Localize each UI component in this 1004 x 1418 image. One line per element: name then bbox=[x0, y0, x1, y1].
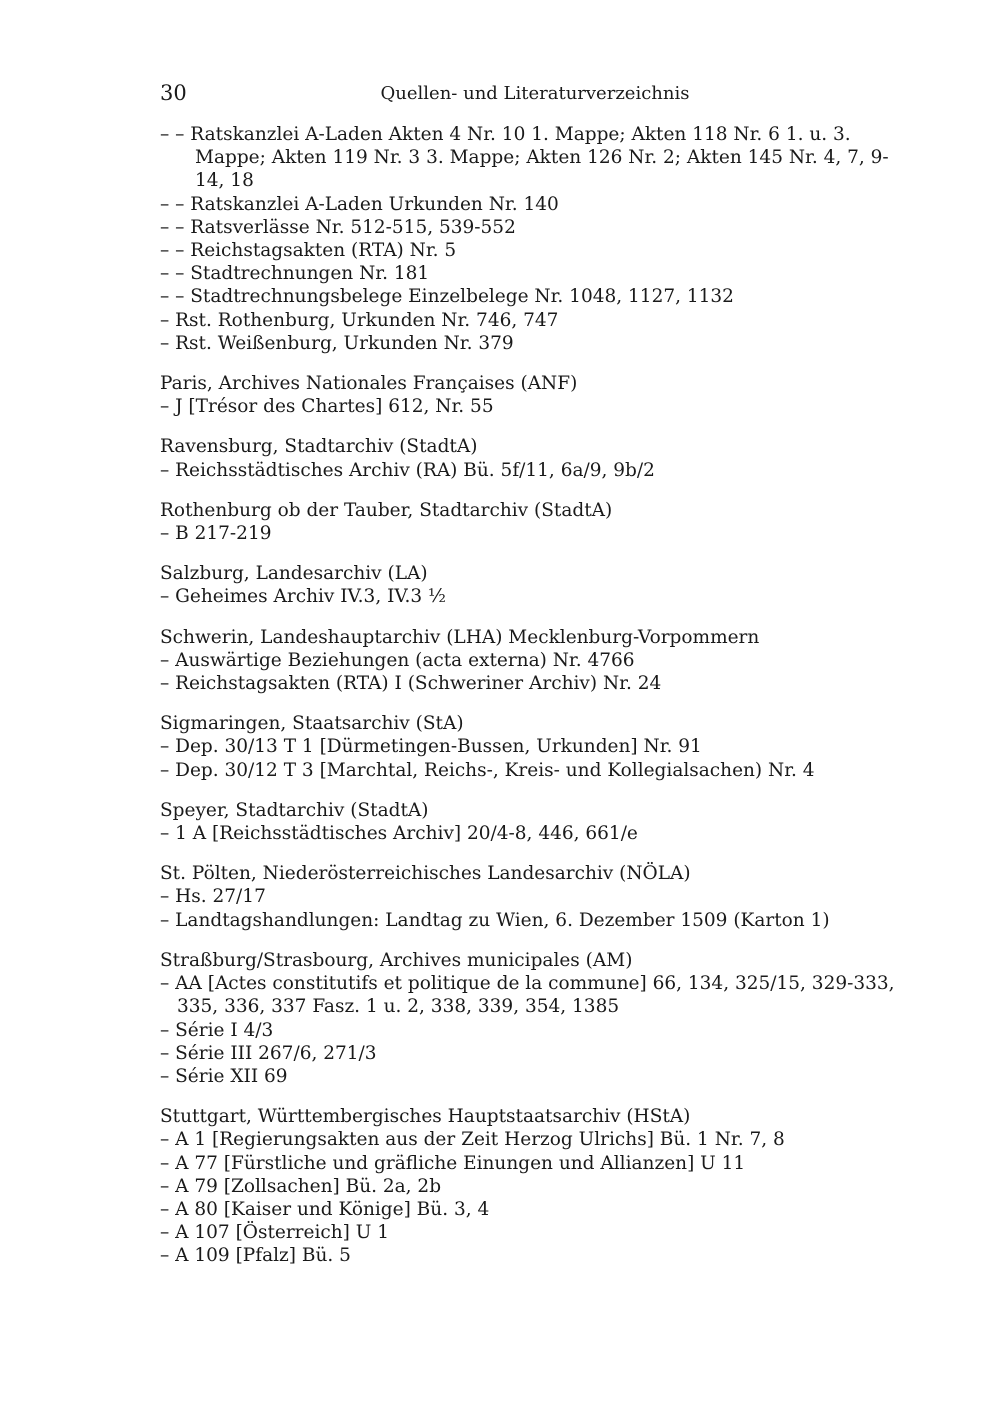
archive-heading: Ravensburg, Stadtarchiv (StadtA) bbox=[160, 436, 478, 458]
archive-entry-strassburg bbox=[160, 949, 912, 1088]
archive-heading: Salzburg, Landesarchiv (LA) bbox=[160, 563, 428, 585]
entry-line: – A 80 [Kaiser und Könige] Bü. 3, 4 bbox=[160, 1198, 490, 1220]
entry-line: – Auswärtige Beziehungen (acta externa) Nr. 4766 bbox=[160, 649, 635, 671]
entry-line: – 1 A [Reichsstädtisches Archiv] 20/4-8, 446, 661/e bbox=[160, 823, 638, 845]
entry-line: – Landtagshandlungen: Landtag zu Wien, 6. Dezember 1509 (Karton 1) bbox=[160, 909, 830, 931]
entry-line: – Dep. 30/13 T 1 [Dürmetingen-Bussen, Urkunden] Nr. 91 bbox=[160, 736, 702, 758]
entry-line: – Rst. Rothenburg, Urkunden Nr. 746, 747 bbox=[160, 309, 559, 331]
entry-line: – J [Trésor des Chartes] 612, Nr. 55 bbox=[160, 396, 494, 418]
entry-line: – B 217-219 bbox=[160, 523, 272, 545]
archive-heading: Rothenburg ob der Tauber, Stadtarchiv (StadtA) bbox=[160, 499, 613, 521]
entry-line: – A 107 [Österreich] U 1 bbox=[160, 1222, 389, 1244]
archive-entry-sigmaringen bbox=[160, 712, 912, 782]
entry-line: – Hs. 27/17 bbox=[160, 886, 266, 908]
entry-line: – Série I 4/3 bbox=[160, 1019, 274, 1041]
archive-heading: Speyer, Stadtarchiv (StadtA) bbox=[160, 799, 429, 821]
page-header bbox=[160, 80, 910, 110]
archive-heading: Straßburg/Strasbourg, Archives municipales (AM) bbox=[160, 949, 633, 971]
entry-line: – Série XII 69 bbox=[160, 1065, 288, 1087]
entry-line: – Rst. Weißenburg, Urkunden Nr. 379 bbox=[160, 332, 514, 354]
entry-line: – Dep. 30/12 T 3 [Marchtal, Reichs-, Kreis- und Kollegialsachen) Nr. 4 bbox=[160, 759, 815, 781]
entry-line: – Série III 267/6, 271/3 bbox=[160, 1042, 377, 1064]
page-number: 30 bbox=[160, 81, 187, 105]
archive-entry-rothenburg bbox=[160, 499, 912, 545]
entry-line: – – Ratskanzlei A-Laden Akten 4 Nr. 10 1. Mappe; Akten 118 Nr. 6 1. u. 3. Mappe; Akten 119 Nr. 3 3. Mappe; Akten 126 Nr. 2; Akten 145 Nr. 4, 7, 9-14, 18 bbox=[160, 124, 889, 192]
entry-line: – A 109 [Pfalz] Bü. 5 bbox=[160, 1245, 351, 1267]
entry-line: – Reichsstädtisches Archiv (RA) Bü. 5f/11, 6a/9, 9b/2 bbox=[160, 459, 655, 481]
archive-heading: Sigmaringen, Staatsarchiv (StA) bbox=[160, 713, 464, 735]
entry-line: – – Reichstagsakten (RTA) Nr. 5 bbox=[160, 240, 457, 262]
archive-entry-salzburg bbox=[160, 562, 912, 608]
entry-line: – – Stadtrechnungsbelege Einzelbelege Nr. 1048, 1127, 1132 bbox=[160, 286, 734, 308]
entry-line: – A 79 [Zollsachen] Bü. 2a, 2b bbox=[160, 1175, 442, 1197]
entry-line: – – Ratskanzlei A-Laden Urkunden Nr. 140 bbox=[160, 193, 559, 215]
archive-entry-nuernberg-continued bbox=[160, 123, 912, 355]
entry-line: – Geheimes Archiv IV.3, IV.3 ½ bbox=[160, 586, 446, 608]
bibliography-list bbox=[160, 123, 912, 1268]
archive-heading: Stuttgart, Württembergisches Hauptstaatsarchiv (HStA) bbox=[160, 1106, 691, 1128]
archive-heading: St. Pölten, Niederösterreichisches Landesarchiv (NÖLA) bbox=[160, 863, 691, 885]
archive-entry-st-poelten bbox=[160, 862, 912, 932]
entry-line: – A 77 [Fürstliche und gräfliche Einungen und Allianzen] U 11 bbox=[160, 1152, 746, 1174]
archive-entry-stuttgart bbox=[160, 1105, 912, 1267]
archive-entry-schwerin bbox=[160, 626, 912, 696]
entry-line: – Reichstagsakten (RTA) I (Schweriner Archiv) Nr. 24 bbox=[160, 673, 662, 695]
entry-line: – AA [Actes constitutifs et politique de la commune] 66, 134, 325/15, 329-333, 335, 336, 337 Fasz. 1 u. 2, 338, 339, 354, 1385 bbox=[160, 973, 895, 1018]
archive-heading: Schwerin, Landeshauptarchiv (LHA) Mecklenburg-Vorpommern bbox=[160, 626, 760, 648]
archive-entry-speyer bbox=[160, 799, 912, 845]
entry-line: – – Ratsverlässe Nr. 512-515, 539-552 bbox=[160, 216, 516, 238]
entry-line: – A 1 [Regierungsakten aus der Zeit Herzog Ulrichs] Bü. 1 Nr. 7, 8 bbox=[160, 1129, 785, 1151]
archive-heading: Paris, Archives Nationales Françaises (ANF) bbox=[160, 373, 578, 395]
running-title: Quellen- und Literaturverzeichnis bbox=[380, 83, 690, 104]
archive-entry-paris bbox=[160, 372, 912, 418]
entry-line: – – Stadtrechnungen Nr. 181 bbox=[160, 263, 430, 285]
archive-entry-ravensburg bbox=[160, 435, 912, 481]
